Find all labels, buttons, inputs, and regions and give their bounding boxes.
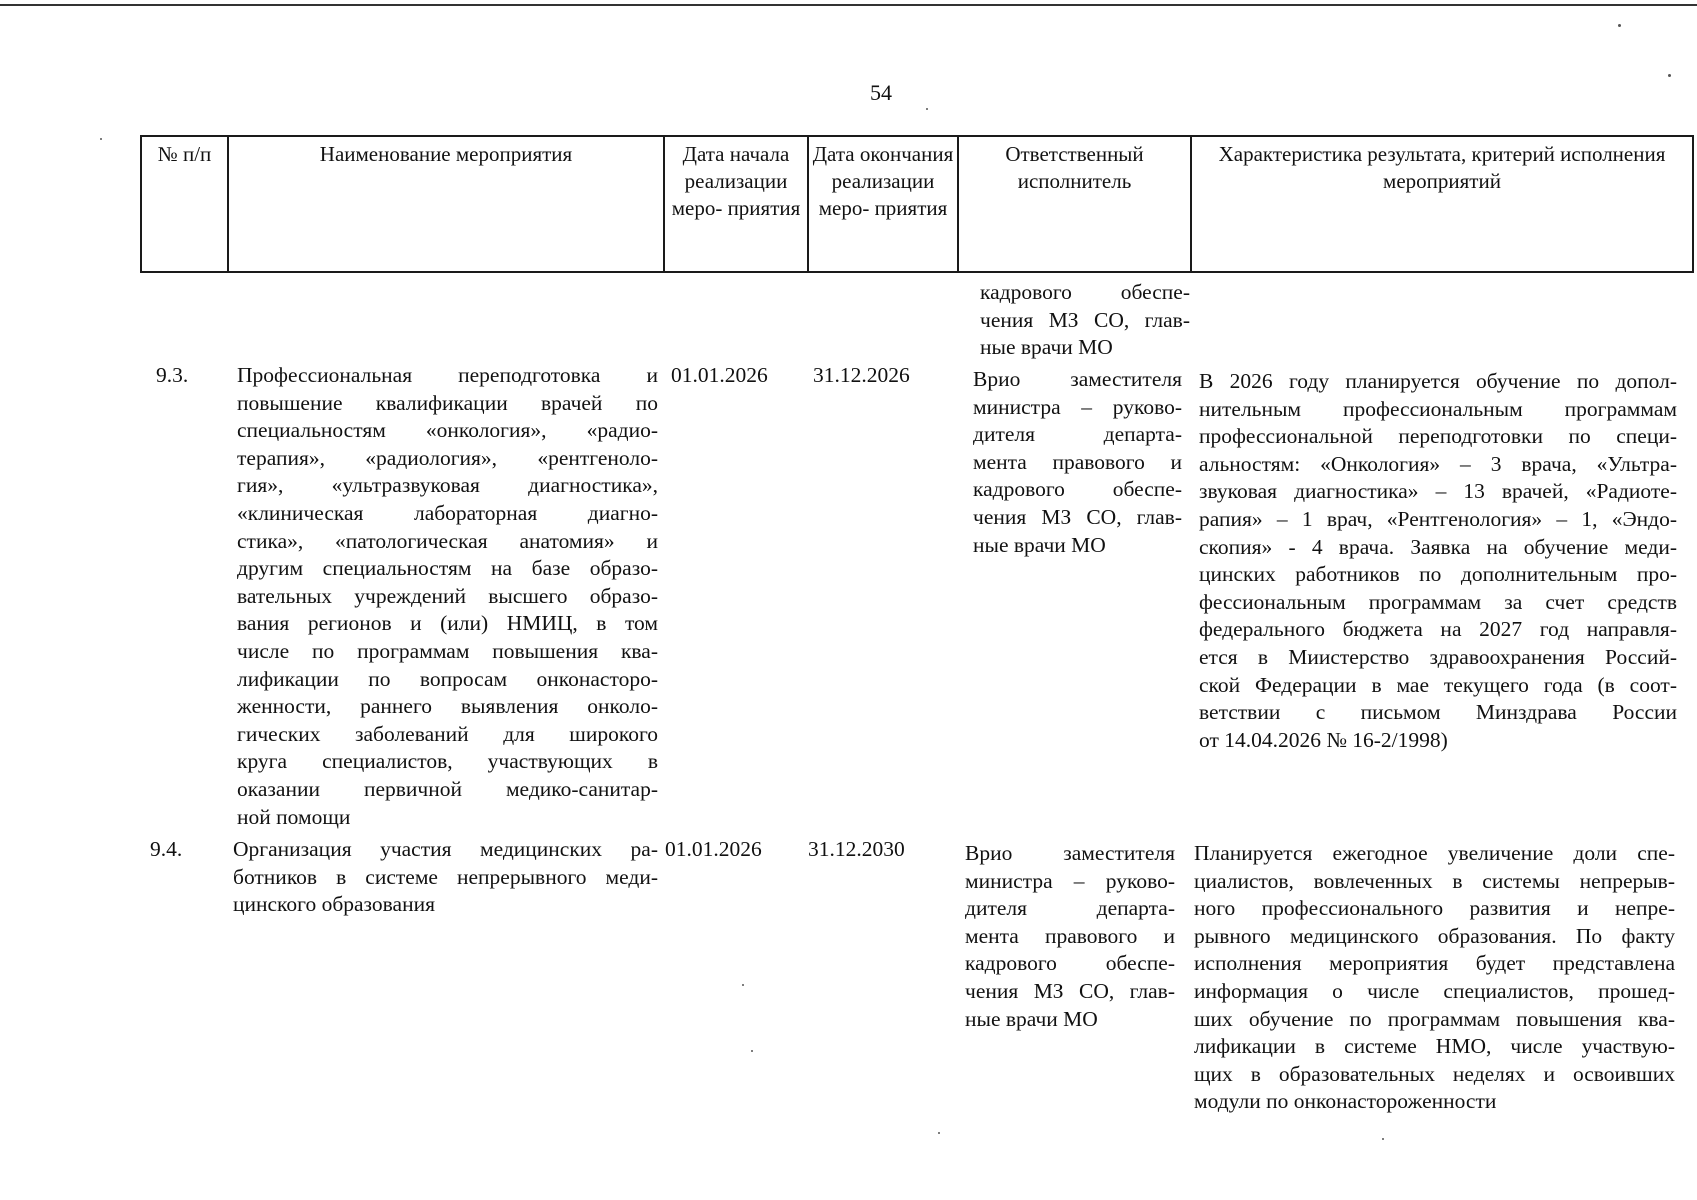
row-number: 9.4. xyxy=(150,837,183,861)
row-responsible xyxy=(973,366,1182,559)
scan-speck xyxy=(1382,1138,1384,1140)
row-name xyxy=(237,362,658,831)
text-line: женности, раннего выявления онколо- xyxy=(237,694,658,719)
text-line: круга специалистов, участвующих в xyxy=(237,749,658,774)
header-col-start-date xyxy=(665,137,809,271)
text-line: ного профессионального развития и непре- xyxy=(1194,896,1675,921)
text-line: кадрового обеспе- xyxy=(973,477,1182,502)
header-text: реализации xyxy=(831,169,935,193)
text-line: гия», «ультразвуковая диагностика», xyxy=(237,473,658,498)
table-header xyxy=(140,135,1694,273)
text-line: скопия» - 4 врача. Заявка на обучение меди- xyxy=(1199,534,1677,559)
scan-speck xyxy=(1668,74,1671,77)
text-line: кадрового обеспе- xyxy=(965,951,1175,976)
text-line: вательных учреждений высшего образо- xyxy=(237,583,658,608)
scan-speck xyxy=(926,108,928,110)
header-text: приятия xyxy=(727,196,801,220)
text-line: оказании первичной медико-санитар- xyxy=(237,776,658,801)
text-line: мента правового и xyxy=(973,449,1182,474)
row-name xyxy=(233,836,658,919)
text-line: Врио заместителя xyxy=(973,367,1182,391)
text-line: министра – руково- xyxy=(965,868,1175,893)
text-line: цинского образования xyxy=(233,892,435,917)
text-line: специальностям «онкология», «радио- xyxy=(237,418,658,443)
header-col-number xyxy=(142,137,229,271)
row-start-date: 01.01.2026 xyxy=(665,837,762,861)
text-line: Врио заместителя xyxy=(965,841,1175,865)
row-responsible xyxy=(965,840,1175,1033)
text-line: ные врачи МО xyxy=(965,1006,1098,1031)
text-line: дителя департа- xyxy=(973,422,1182,447)
header-text: № xyxy=(157,142,178,166)
text-line: В 2026 году планируется обучение по допол- xyxy=(1199,369,1677,393)
scan-speck xyxy=(100,138,102,140)
text-line: фессиональным программам за счет средств xyxy=(1199,589,1677,614)
scan-speck xyxy=(742,984,744,986)
text-line: от 14.04.2026 № 16-2/1998) xyxy=(1199,727,1448,752)
row-end-date: 31.12.2026 xyxy=(813,363,910,387)
header-text: Наименование мероприятия xyxy=(319,142,573,166)
text-line: стика», «патологическая анатомия» и xyxy=(237,528,658,553)
text-line: цинских работников по дополнительным про- xyxy=(1199,562,1677,587)
text-line: щих в образовательных неделях и освоивших xyxy=(1194,1061,1675,1086)
text-line: чения МЗ СО, глав- xyxy=(973,504,1182,529)
row-result xyxy=(1194,840,1675,1116)
text-line: чения МЗ СО, глав- xyxy=(965,978,1175,1003)
text-line: числе по программам повышения ква- xyxy=(237,638,658,663)
header-col-responsible xyxy=(959,137,1192,271)
text-line: ших обучение по программам повышения ква- xyxy=(1194,1006,1675,1031)
page-number: 54 xyxy=(870,80,892,105)
text-line: ской Федерации в мае текущего года (в соот- xyxy=(1199,672,1677,697)
scan-speck xyxy=(1618,24,1621,27)
carryover-responsible xyxy=(980,279,1190,362)
text-line: чения МЗ СО, глав- xyxy=(980,307,1190,332)
header-text: исполнитель xyxy=(1017,169,1132,193)
text-line: вания регионов и (или) НМИЦ, в том xyxy=(237,611,658,636)
text-line: лификации в системе НМО, числе участвую- xyxy=(1194,1034,1675,1059)
row-start-date: 01.01.2026 xyxy=(671,363,768,387)
row-result xyxy=(1199,368,1677,754)
header-text: меро- xyxy=(818,196,870,220)
text-line: рапия» – 1 врач, «Рентгенология» – 1, «Эндо- xyxy=(1199,506,1677,531)
text-line: звуковая диагностика» – 13 врачей, «Радиоте- xyxy=(1199,479,1677,504)
header-text: начала xyxy=(729,142,790,166)
text-line: кадрового обеспе- xyxy=(980,280,1190,304)
text-line: ется в Миистерство здравоохранения Россий- xyxy=(1199,644,1677,669)
row-end-date: 31.12.2030 xyxy=(808,837,905,861)
header-text: п/п xyxy=(182,142,212,166)
text-line: информация о числе специалистов, прошед- xyxy=(1194,978,1675,1003)
text-line: другим специальностям на базе образо- xyxy=(237,556,658,581)
header-text: окончания xyxy=(859,142,954,166)
header-text: исполнения мероприятий xyxy=(1383,142,1666,193)
text-line: нительным профессиональным программам xyxy=(1199,396,1677,421)
text-line: федерального бюджета на 2027 год направля- xyxy=(1199,617,1677,642)
text-line: модули по онконастороженности xyxy=(1194,1089,1497,1114)
text-line: дителя департа- xyxy=(965,896,1175,921)
text-line: повышение квалификации врачей по xyxy=(237,390,658,415)
header-text: Характеристика результата, критерий xyxy=(1218,142,1555,166)
text-line: ные врачи МО xyxy=(973,532,1106,557)
text-line: исполнения мероприятия будет представлена xyxy=(1194,951,1675,976)
text-line: ветствии с письмом Минздрава России xyxy=(1199,700,1677,725)
text-line: мента правового и xyxy=(965,923,1175,948)
text-line: профессиональной переподготовки по специ- xyxy=(1199,424,1677,449)
text-line: Профессиональная переподготовка и xyxy=(237,363,658,387)
header-col-end-date xyxy=(809,137,959,271)
text-line: ные врачи МО xyxy=(980,335,1113,360)
text-line: рывного медицинского образования. По факту xyxy=(1194,923,1675,948)
header-col-result xyxy=(1192,137,1692,271)
scan-speck xyxy=(751,1050,753,1052)
header-text: приятия xyxy=(874,196,948,220)
header-text: Дата xyxy=(682,142,725,166)
text-line: ботников в системе непрерывного меди- xyxy=(233,864,658,889)
header-text: Ответственный xyxy=(1005,142,1144,166)
scan-speck xyxy=(938,1132,940,1134)
top-border-line xyxy=(0,4,1697,6)
text-line: терапия», «радиология», «рентгеноло- xyxy=(237,445,658,470)
header-text: реализации xyxy=(684,169,788,193)
text-line: ной помощи xyxy=(237,804,351,829)
text-line: циалистов, вовлеченных в системы непрерыв- xyxy=(1194,868,1675,893)
text-line: лификации по вопросам онконасторо- xyxy=(237,666,658,691)
text-line: альностям: «Онкология» – 3 врача, «Ультра- xyxy=(1199,451,1677,476)
row-number: 9.3. xyxy=(156,363,189,387)
text-line: Планируется ежегодное увеличение доли спе- xyxy=(1194,841,1675,865)
text-line: министра – руково- xyxy=(973,394,1182,419)
text-line: «клиническая лабораторная диагно- xyxy=(237,500,658,525)
header-text: Дата xyxy=(812,142,855,166)
text-line: гических заболеваний для широкого xyxy=(237,721,658,746)
text-line: Организация участия медицинских ра- xyxy=(233,837,658,861)
header-text: меро- xyxy=(671,196,723,220)
header-col-name xyxy=(229,137,665,271)
